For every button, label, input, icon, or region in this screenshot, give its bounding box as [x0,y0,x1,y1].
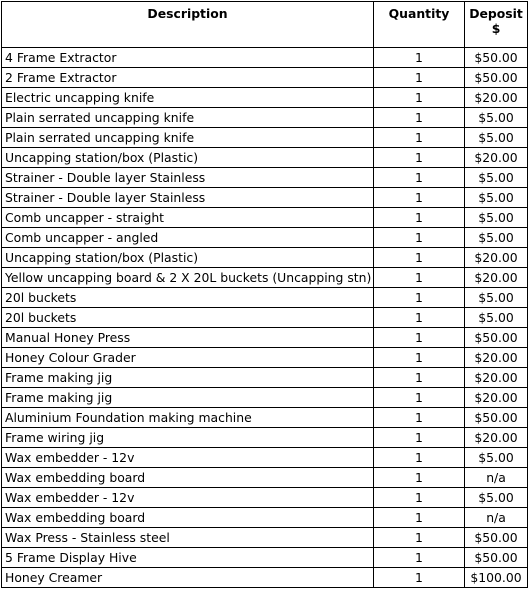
item-deposit: n/a [465,508,528,528]
item-description: Wax embedding board [2,508,374,528]
item-description: Frame wiring jig [2,428,374,448]
item-deposit: $50.00 [465,48,528,68]
item-deposit: $5.00 [465,188,528,208]
item-quantity: 1 [374,148,465,168]
item-deposit: $50.00 [465,408,528,428]
table-row [2,208,528,228]
table-row [2,168,528,188]
table-row [2,68,528,88]
item-deposit: $5.00 [465,208,528,228]
table-row [2,268,528,288]
item-quantity: 1 [374,268,465,288]
item-description: 20l buckets [2,288,374,308]
item-deposit: $5.00 [465,108,528,128]
item-quantity: 1 [374,288,465,308]
table-row [2,348,528,368]
table-row [2,448,528,468]
item-deposit: $20.00 [465,348,528,368]
item-deposit: $5.00 [465,488,528,508]
table-row [2,48,528,68]
item-quantity: 1 [374,568,465,588]
item-quantity: 1 [374,408,465,428]
table-row [2,488,528,508]
item-quantity: 1 [374,488,465,508]
item-deposit: $5.00 [465,448,528,468]
item-quantity: 1 [374,248,465,268]
item-deposit: $20.00 [465,88,528,108]
item-quantity: 1 [374,348,465,368]
item-quantity: 1 [374,168,465,188]
item-quantity: 1 [374,468,465,488]
item-description: 20l buckets [2,308,374,328]
item-quantity: 1 [374,188,465,208]
item-quantity: 1 [374,48,465,68]
item-description: Aluminium Foundation making machine [2,408,374,428]
table-row [2,248,528,268]
item-deposit: $20.00 [465,268,528,288]
item-quantity: 1 [374,228,465,248]
equipment-deposit-table [1,1,528,588]
item-deposit: $5.00 [465,308,528,328]
item-description: Wax embedder - 12v [2,448,374,468]
item-description: Plain serrated uncapping knife [2,108,374,128]
item-deposit: $50.00 [465,328,528,348]
item-deposit: $5.00 [465,228,528,248]
item-quantity: 1 [374,508,465,528]
table-row [2,228,528,248]
item-description: Manual Honey Press [2,328,374,348]
table-row [2,148,528,168]
item-deposit: $20.00 [465,428,528,448]
table-row [2,88,528,108]
header-deposit [465,2,528,48]
item-description: Electric uncapping knife [2,88,374,108]
item-description: 2 Frame Extractor [2,68,374,88]
item-quantity: 1 [374,448,465,468]
item-quantity: 1 [374,328,465,348]
table-row [2,308,528,328]
table-row [2,548,528,568]
item-quantity: 1 [374,108,465,128]
table-row [2,568,528,588]
table-row [2,408,528,428]
table-row [2,368,528,388]
item-quantity: 1 [374,208,465,228]
item-description: Wax embedding board [2,468,374,488]
item-quantity: 1 [374,308,465,328]
item-quantity: 1 [374,128,465,148]
table-row [2,468,528,488]
table-row [2,188,528,208]
table-body [2,48,528,588]
item-quantity: 1 [374,428,465,448]
table-row [2,108,528,128]
item-description: Wax embedder - 12v [2,488,374,508]
item-deposit: $20.00 [465,388,528,408]
item-description: Uncapping station/box (Plastic) [2,248,374,268]
item-description: Plain serrated uncapping knife [2,128,374,148]
item-deposit: $50.00 [465,528,528,548]
item-deposit: $5.00 [465,288,528,308]
item-deposit: $20.00 [465,368,528,388]
item-deposit: $50.00 [465,68,528,88]
item-description: Honey Creamer [2,568,374,588]
item-description: 5 Frame Display Hive [2,548,374,568]
table-row [2,428,528,448]
item-description: Frame making jig [2,388,374,408]
table-row [2,388,528,408]
table-row [2,128,528,148]
header-deposit-label: Deposit [469,6,523,21]
item-deposit: $5.00 [465,128,528,148]
item-deposit: $5.00 [465,168,528,188]
table-row [2,528,528,548]
header-deposit-currency: $ [491,21,501,36]
item-deposit: $20.00 [465,148,528,168]
item-quantity: 1 [374,528,465,548]
item-deposit: $100.00 [465,568,528,588]
item-quantity: 1 [374,368,465,388]
table-row [2,508,528,528]
header-quantity: Quantity [374,2,465,48]
item-description: Yellow uncapping board & 2 X 20L buckets (Uncapping stn) [2,268,374,288]
item-description: Comb uncapper - straight [2,208,374,228]
item-description: Strainer - Double layer Stainless [2,188,374,208]
item-description: Comb uncapper - angled [2,228,374,248]
item-deposit: n/a [465,468,528,488]
item-quantity: 1 [374,88,465,108]
item-description: 4 Frame Extractor [2,48,374,68]
item-description: Frame making jig [2,368,374,388]
item-description: Strainer - Double layer Stainless [2,168,374,188]
item-quantity: 1 [374,68,465,88]
table-row [2,328,528,348]
item-description: Wax Press - Stainless steel [2,528,374,548]
item-deposit: $20.00 [465,248,528,268]
header-row [2,2,528,48]
item-description: Honey Colour Grader [2,348,374,368]
table-row [2,288,528,308]
header-description: Description [2,2,374,48]
item-quantity: 1 [374,388,465,408]
item-deposit: $50.00 [465,548,528,568]
item-description: Uncapping station/box (Plastic) [2,148,374,168]
item-quantity: 1 [374,548,465,568]
